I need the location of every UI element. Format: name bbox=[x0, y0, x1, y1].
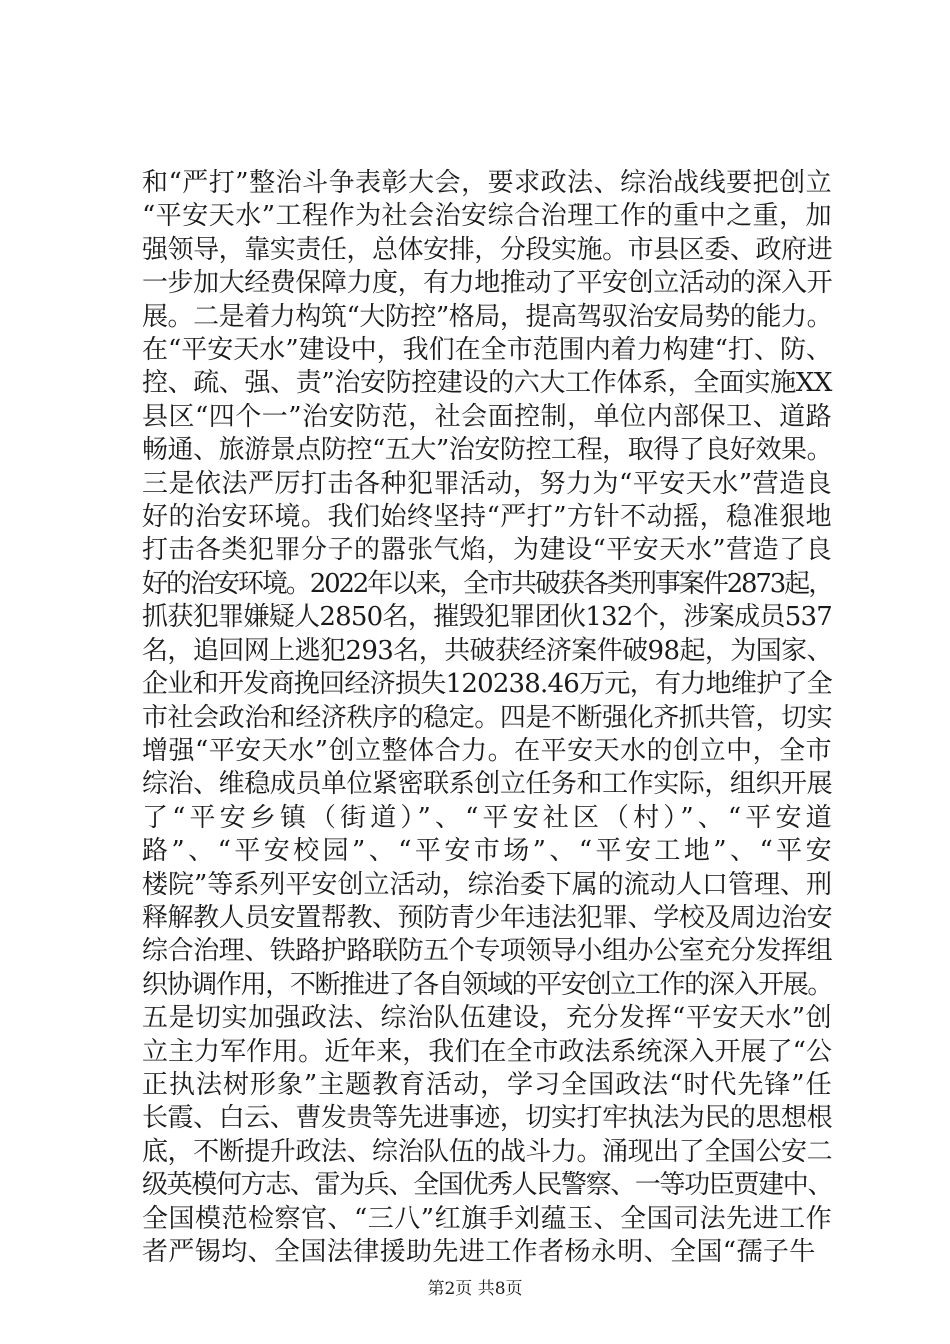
text-line: 正执法树形象”主题教育活动，学习全国政法“时代先锋”任 bbox=[142, 1069, 832, 1100]
text-line: 强领导，靠实责任，总体安排，分段实施。市县区委、政府进 bbox=[142, 234, 832, 265]
text-line: 一步加大经费保障力度，有力地推动了平安创立活动的深入开 bbox=[142, 268, 832, 299]
text-line: 名，追回网上逃犯293名，共破获经济案件破98起，为国家、 bbox=[142, 635, 832, 666]
text-line: 抓获犯罪嫌疑人2850名，摧毁犯罪团伙132个，涉案成员537 bbox=[142, 602, 832, 633]
text-line: 级英模何方志、雷为兵、全国优秀人民警察、一等功臣贾建中、 bbox=[142, 1170, 832, 1201]
text-line: 路”、“平安校园”、“平安市场”、“平安工地”、“平安 bbox=[142, 836, 832, 867]
text-line: 五是切实加强政法、综治队伍建设，充分发挥“平安天水”创 bbox=[142, 1003, 832, 1034]
text-line: “平安天水”工程作为社会治安综合治理工作的重中之重，加 bbox=[142, 201, 832, 232]
text-line: 三是依法严厉打击各种犯罪活动，努力为“平安天水”营造良 bbox=[142, 468, 832, 499]
text-line: 好的治安环境。我们始终坚持“严打”方针不动摇，稳准狠地 bbox=[142, 502, 832, 533]
page-number-footer: 第2页 共8页 bbox=[427, 1279, 523, 1299]
text-line: 县区“四个一”治安防范，社会面控制，单位内部保卫、道路 bbox=[142, 401, 832, 432]
text-line: 了“平安乡镇（街道）”、“平安社区（村）”、“平安道 bbox=[142, 802, 832, 833]
text-line: 综合治理、铁路护路联防五个专项领导小组办公室充分发挥组 bbox=[142, 936, 832, 967]
text-line: 者严锡均、全国法律援助先进工作者杨永明、全国“孺子牛 bbox=[142, 1237, 816, 1267]
text-line: 好的治安环境。2022年以来，全市共破获各类刑事案件2873起， bbox=[142, 568, 832, 599]
text-line: 在“平安天水”建设中，我们在全市范围内着力构建“打、防、 bbox=[142, 335, 832, 366]
text-line: 综治、维稳成员单位紧密联系创立任务和工作实际，组织开展 bbox=[142, 769, 832, 800]
text-line: 楼院”等系列平安创立活动，综治委下属的流动人口管理、刑 bbox=[142, 869, 832, 900]
text-line: 立主力军作用。近年来，我们在全市政法系统深入开展了“公 bbox=[142, 1036, 832, 1067]
body-text bbox=[142, 167, 832, 1269]
text-line: 增强“平安天水”创立整体合力。在平安天水的创立中，全市 bbox=[142, 735, 832, 766]
text-line: 长霞、白云、曹发贵等先进事迹，切实打牢执法为民的思想根 bbox=[142, 1103, 832, 1134]
text-line: 畅通、旅游景点防控“五大”治安防控工程，取得了良好效果。 bbox=[142, 435, 832, 466]
text-line: 底，不断提升政法、综治队伍的战斗力。涌现出了全国公安二 bbox=[142, 1136, 832, 1167]
text-line: 打击各类犯罪分子的嚣张气焰，为建设“平安天水”营造了良 bbox=[142, 535, 832, 566]
text-line: 释解教人员安置帮教、预防青少年违法犯罪、学校及周边治安 bbox=[142, 902, 832, 933]
text-line: 和“严打”整治斗争表彰大会，要求政法、综治战线要把创立 bbox=[142, 168, 832, 198]
text-line: 市社会政治和经济秩序的稳定。四是不断强化齐抓共管，切实 bbox=[142, 702, 832, 733]
text-line: 企业和开发商挽回经济损失120238.46万元，有力地维护了全 bbox=[142, 669, 832, 700]
text-line: 控、疏、强、责”治安防控建设的六大工作体系，全面实施XX bbox=[142, 368, 832, 399]
text-line: 织协调作用，不断推进了各自领域的平安创立工作的深入开展。 bbox=[142, 969, 832, 1000]
text-line: 全国模范检察官、“三八”红旗手刘蕴玉、全国司法先进工作 bbox=[142, 1203, 832, 1234]
text-line: 展。二是着力构筑“大防控”格局，提高驾驭治安局势的能力。 bbox=[142, 301, 832, 332]
